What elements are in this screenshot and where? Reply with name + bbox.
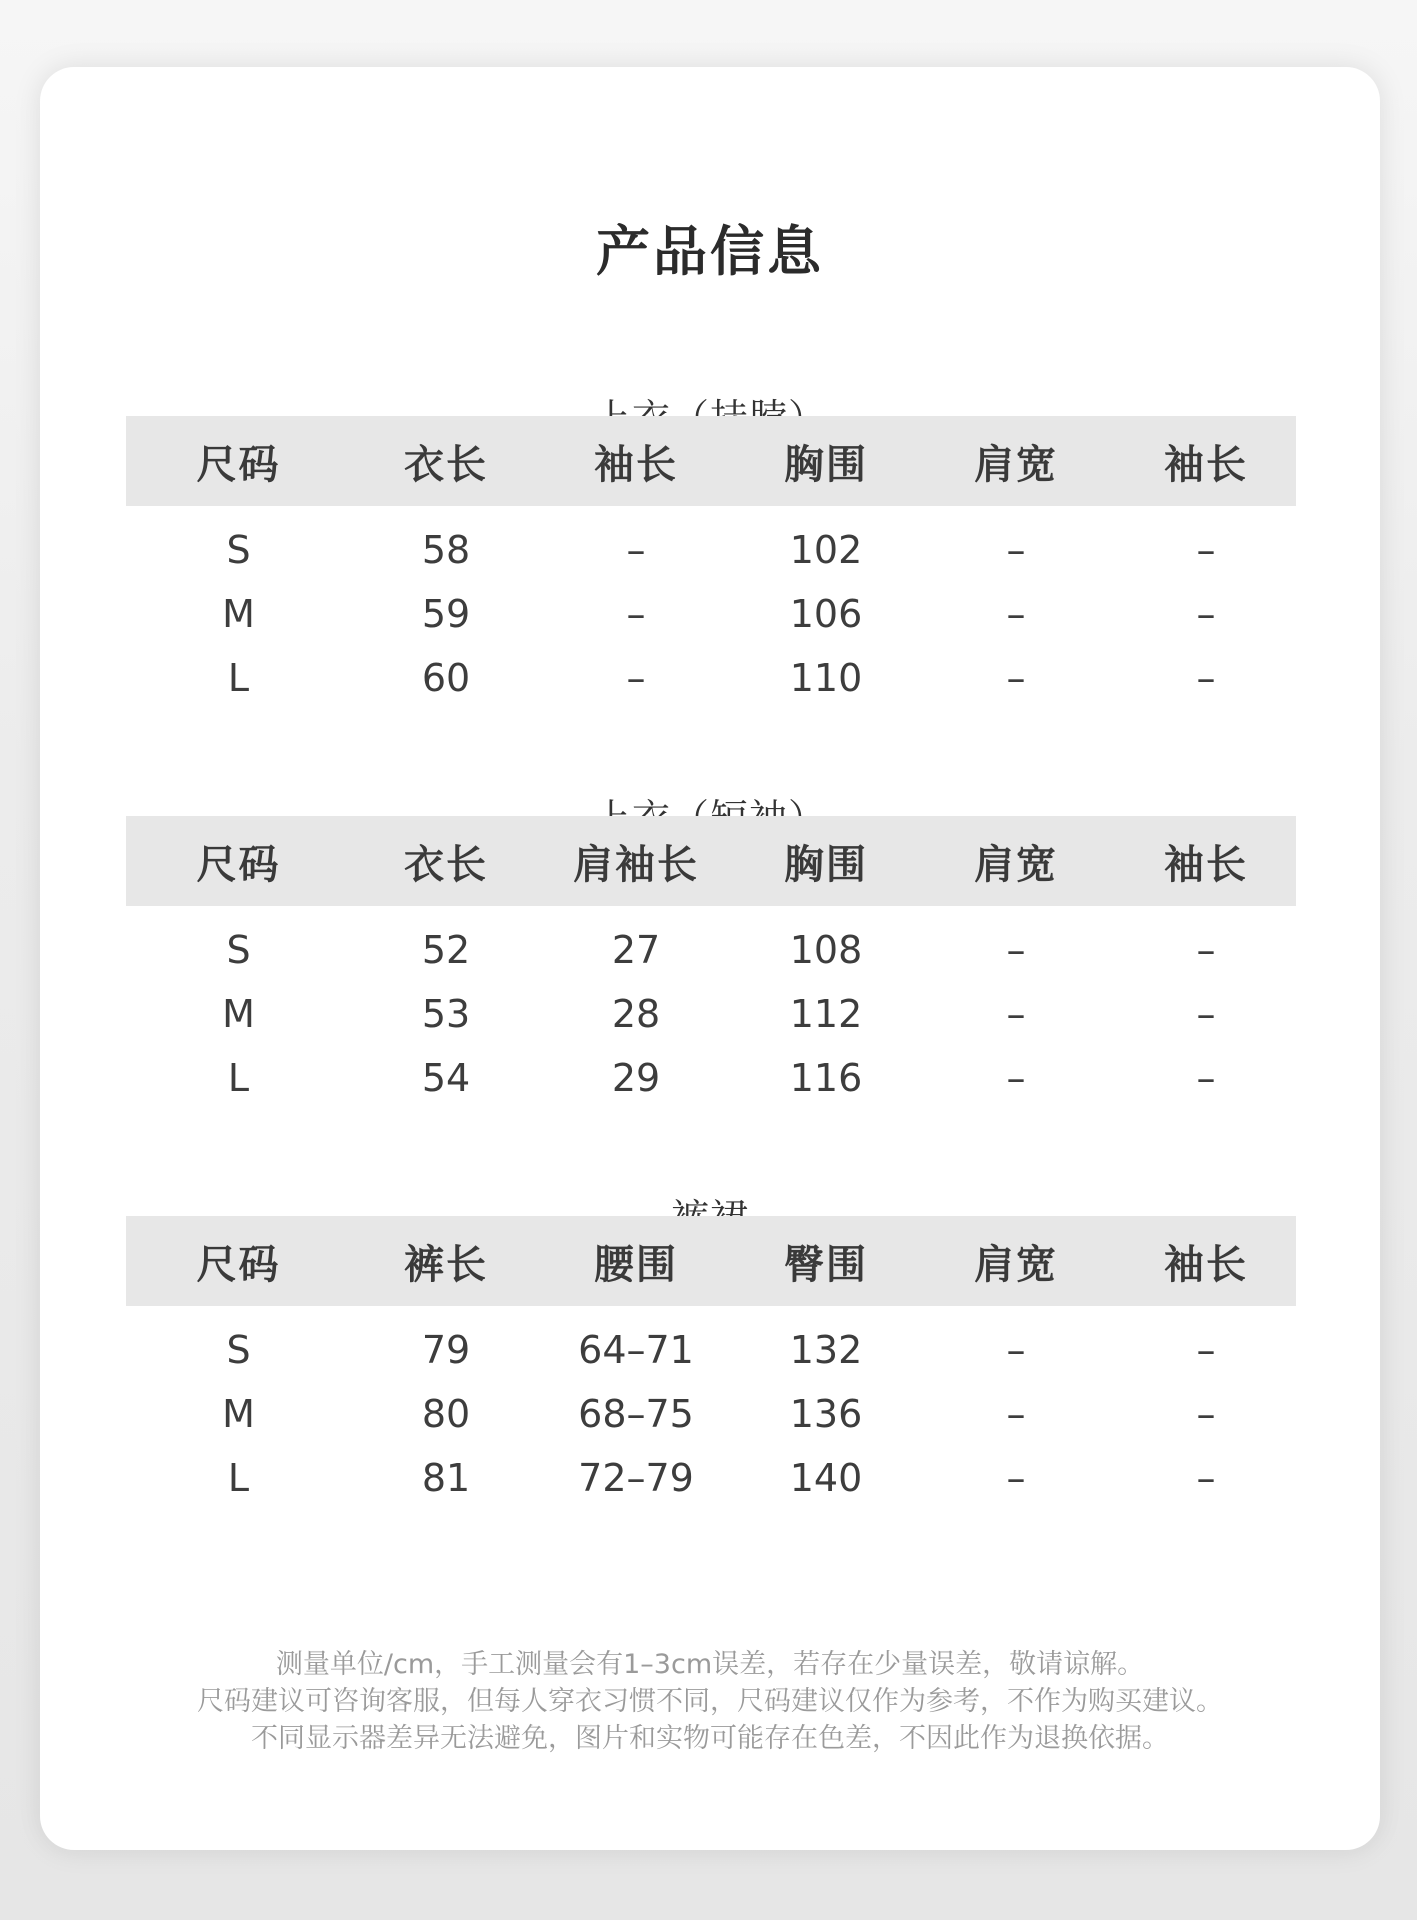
header-cell: 尺码: [196, 841, 281, 888]
table-row: [126, 1318, 1296, 1382]
table-cell: 64–71: [578, 1328, 694, 1372]
table-cell: M: [222, 1392, 255, 1436]
table-cell: M: [222, 992, 255, 1036]
table-cell: 136: [789, 1392, 863, 1436]
table-row: [126, 918, 1296, 982]
table-cell: 28: [611, 992, 661, 1036]
table-cell: S: [226, 1328, 251, 1372]
table-cell: 102: [789, 528, 863, 572]
note-line: 尺码建议可咨询客服，但每人穿衣习惯不同，尺码建议仅作为参考，不作为购买建议。: [197, 1686, 1223, 1717]
table-cell: 29: [611, 1056, 661, 1100]
table-cell: 58: [421, 528, 471, 572]
table-cell: 54: [421, 1056, 471, 1100]
table-cell: 52: [421, 928, 471, 972]
table-cell: –: [1006, 1056, 1026, 1100]
header-cell: 腰围: [594, 1241, 678, 1288]
table-cell: –: [1196, 928, 1216, 972]
header-cell: 裤长: [404, 1241, 488, 1288]
table-cell: –: [1006, 592, 1026, 636]
header-cell: 尺码: [196, 441, 281, 488]
table-row: [126, 582, 1296, 646]
table-cell: –: [1006, 1456, 1026, 1500]
table-cell: –: [1006, 992, 1026, 1036]
table-cell: –: [626, 592, 646, 636]
table-cell: 60: [421, 656, 471, 700]
table-cell: –: [1006, 656, 1026, 700]
table-cell: –: [1196, 592, 1216, 636]
page-title: 产品信息: [596, 220, 824, 283]
table-cell: –: [1196, 1456, 1216, 1500]
table-cell: M: [222, 592, 255, 636]
table-cell: 27: [611, 928, 661, 972]
table-cell: –: [1196, 656, 1216, 700]
note-line: 测量单位/cm，手工测量会有1–3cm误差，若存在少量误差，敬请谅解。: [275, 1649, 1145, 1680]
table-cell: 68–75: [578, 1392, 694, 1436]
table-cell: –: [1006, 1328, 1026, 1372]
table-cell: 140: [789, 1456, 863, 1500]
table-row: [126, 982, 1296, 1046]
table-cell: L: [227, 656, 250, 700]
header-cell: 胸围: [784, 841, 868, 888]
table-cell: 116: [789, 1056, 863, 1100]
table-cell: S: [226, 928, 251, 972]
table-body: [126, 506, 1296, 710]
size-table-short-sleeve-top: [126, 816, 1296, 1110]
table-cell: 110: [789, 656, 863, 700]
table-cell: 81: [421, 1456, 471, 1500]
note-line: 不同显示器差异无法避免，图片和实物可能存在色差，不因此作为退换依据。: [251, 1723, 1169, 1754]
table-cell: –: [626, 528, 646, 572]
table-cell: L: [227, 1456, 250, 1500]
header-cell: 臀围: [784, 1241, 868, 1288]
table-header: [126, 816, 1296, 906]
header-cell: 肩宽: [974, 1241, 1058, 1288]
header-cell: 肩袖长: [573, 841, 699, 888]
header-cell: 肩宽: [974, 441, 1058, 488]
product-info-card: [40, 67, 1380, 1850]
size-table-halter-top: [126, 416, 1296, 710]
table-body: [126, 1306, 1296, 1510]
table-cell: –: [1006, 1392, 1026, 1436]
header-cell: 衣长: [404, 441, 488, 488]
header-cell: 尺码: [196, 1241, 281, 1288]
table-cell: –: [1196, 1328, 1216, 1372]
table-row: [126, 646, 1296, 710]
table-body: [126, 906, 1296, 1110]
table-cell: –: [626, 656, 646, 700]
table-row: [126, 1446, 1296, 1510]
table-cell: 53: [421, 992, 471, 1036]
table-row: [126, 1382, 1296, 1446]
table-cell: 59: [421, 592, 471, 636]
table-cell: –: [1196, 992, 1216, 1036]
table-cell: –: [1196, 1056, 1216, 1100]
table-header: [126, 1216, 1296, 1306]
table-cell: L: [227, 1056, 250, 1100]
measurement-notes: [40, 1646, 1380, 1757]
table-row: [126, 518, 1296, 582]
table-cell: 112: [789, 992, 863, 1036]
table-cell: S: [226, 528, 251, 572]
table-cell: 79: [421, 1328, 471, 1372]
table-row: [126, 1046, 1296, 1110]
header-cell: 袖长: [1164, 841, 1248, 888]
header-cell: 袖长: [594, 441, 678, 488]
header-cell: 袖长: [1164, 1241, 1248, 1288]
header-cell: 肩宽: [974, 841, 1058, 888]
table-cell: –: [1006, 928, 1026, 972]
table-cell: –: [1006, 528, 1026, 572]
table-cell: 108: [789, 928, 863, 972]
table-cell: –: [1196, 528, 1216, 572]
table-header: [126, 416, 1296, 506]
header-cell: 衣长: [404, 841, 488, 888]
table-cell: 106: [789, 592, 863, 636]
table-cell: –: [1196, 1392, 1216, 1436]
header-cell: 胸围: [784, 441, 868, 488]
table-cell: 80: [421, 1392, 471, 1436]
table-cell: 72–79: [578, 1456, 694, 1500]
table-cell: 132: [789, 1328, 863, 1372]
header-cell: 袖长: [1164, 441, 1248, 488]
size-table-culottes: [126, 1216, 1296, 1510]
